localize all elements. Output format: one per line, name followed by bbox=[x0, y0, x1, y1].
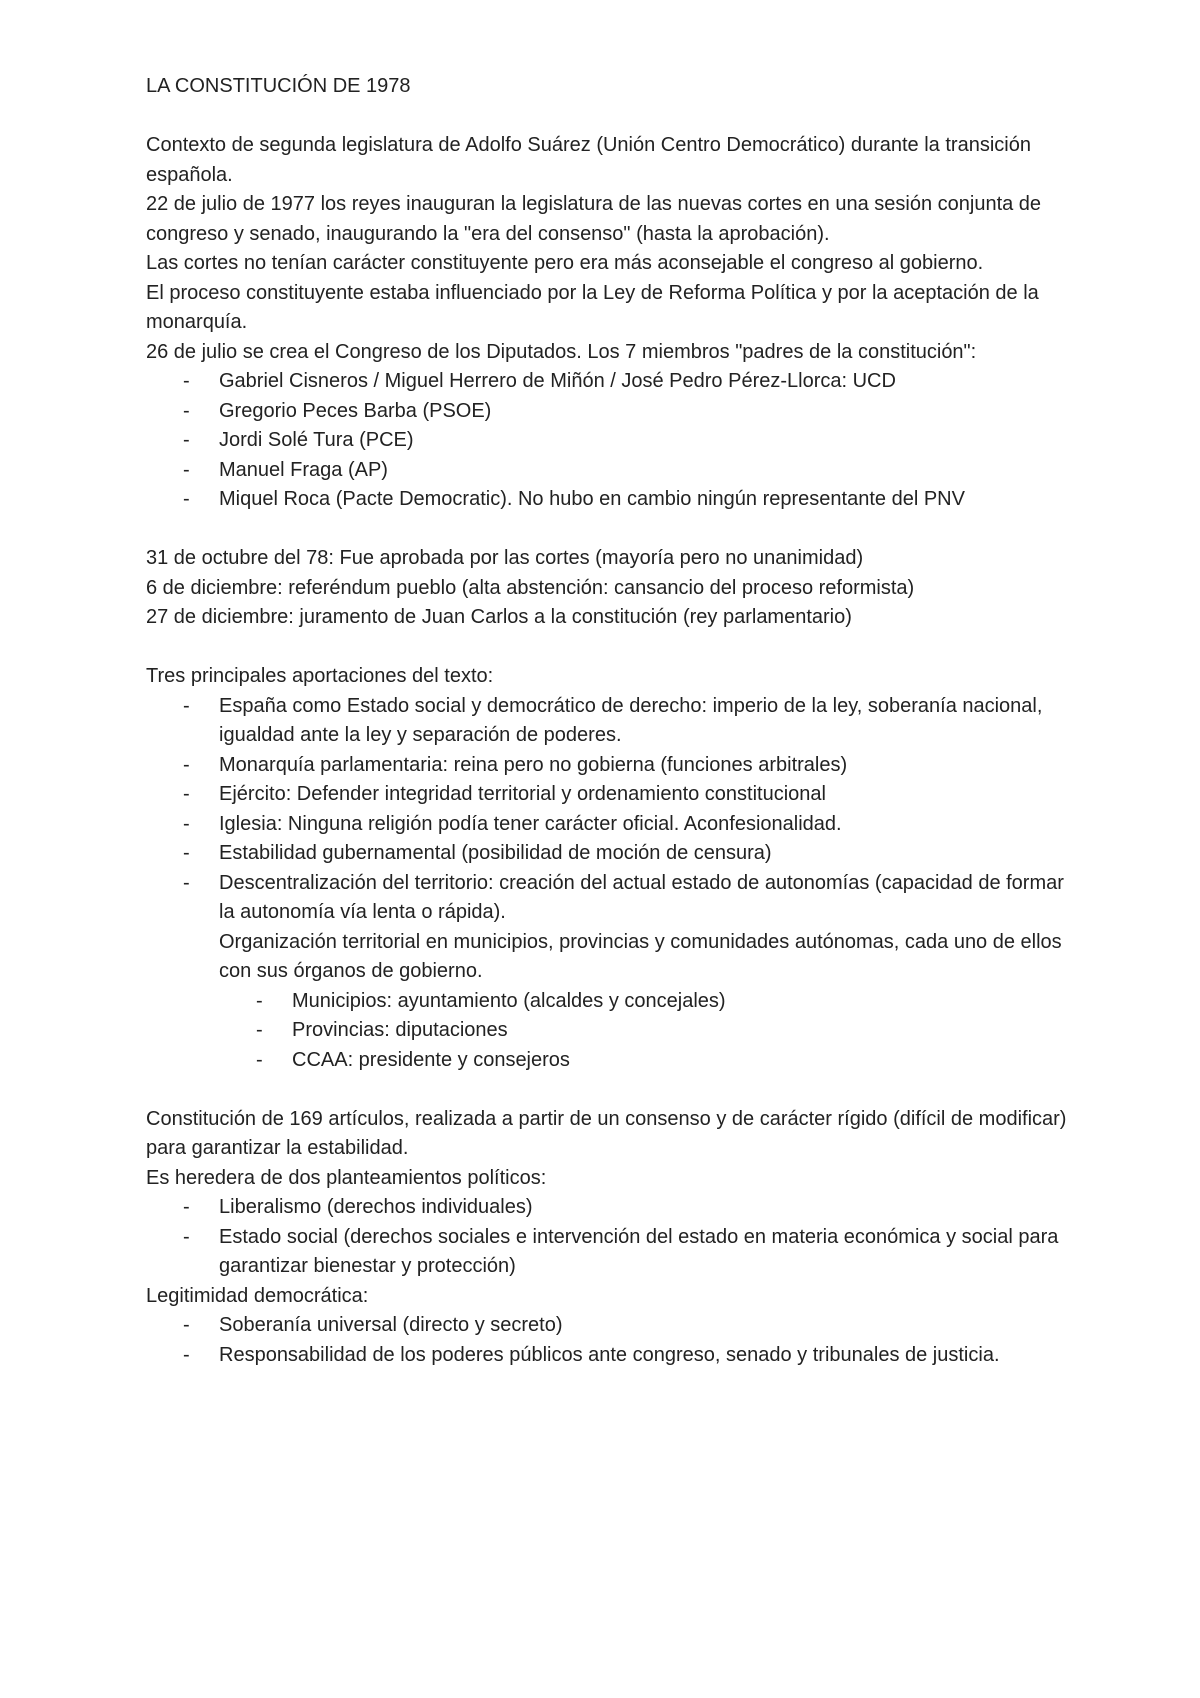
list-item bbox=[256, 987, 1076, 1017]
paragraph: 27 de diciembre: juramento de Juan Carlos a la constitución (rey parlamentario) bbox=[146, 606, 852, 628]
dash-bullet: - bbox=[183, 812, 190, 835]
list-item-text: Jordi Solé Tura (PCE) bbox=[219, 429, 414, 451]
padres-list bbox=[146, 367, 1076, 515]
dash-bullet: - bbox=[256, 1019, 263, 1041]
list-item bbox=[183, 780, 1076, 810]
paragraph: Las cortes no tenían carácter constituyente pero era más aconsejable el congreso al gobierno. bbox=[146, 252, 984, 274]
dash-bullet: - bbox=[183, 399, 190, 422]
list-item-text: Estabilidad gubernamental (posibilidad de moción de censura) bbox=[219, 842, 772, 864]
dash-bullet: - bbox=[256, 989, 263, 1012]
list-item-text: Provincias: diputaciones bbox=[292, 1019, 508, 1041]
list-item bbox=[183, 397, 1076, 427]
section-heading: Tres principales aportaciones del texto: bbox=[146, 665, 494, 687]
spacer bbox=[146, 1075, 1076, 1105]
dash-bullet: - bbox=[183, 1196, 190, 1218]
list-item bbox=[183, 485, 1076, 515]
spacer bbox=[146, 515, 1076, 545]
list-item bbox=[183, 810, 1076, 840]
dash-bullet: - bbox=[183, 871, 190, 894]
aportaciones-list bbox=[146, 692, 1076, 1076]
list-item-text: Gabriel Cisneros / Miguel Herrero de Miñón / José Pedro Pérez-Llorca: UCD bbox=[219, 370, 896, 392]
paragraph: Constitución de 169 artículos, realizada a partir de un consenso y de carácter rígido (difícil de modificar) para garantizar la estabilidad. bbox=[146, 1107, 1067, 1159]
document-page bbox=[146, 72, 1076, 1370]
list-item-text: CCAA: presidente y consejeros bbox=[292, 1048, 570, 1071]
list-item bbox=[183, 1223, 1076, 1282]
dash-bullet: - bbox=[183, 458, 190, 481]
list-item bbox=[183, 751, 1076, 781]
dash-bullet: - bbox=[183, 842, 190, 864]
dash-bullet: - bbox=[183, 370, 190, 392]
dash-bullet: - bbox=[256, 1048, 263, 1071]
list-item-text: Gregorio Peces Barba (PSOE) bbox=[219, 399, 492, 422]
planteamientos-list bbox=[146, 1193, 1076, 1282]
list-item-text: Ejército: Defender integridad territorial y ordenamiento constitucional bbox=[219, 783, 826, 805]
paragraph: El proceso constituyente estaba influenciado por la Ley de Reforma Política y por la aceptación de la monarquía. bbox=[146, 281, 1039, 333]
list-item-text: Descentralización del territorio: creación del actual estado de autonomías (capacidad de formar la autonomía vía lenta o rápida). bbox=[219, 871, 1064, 923]
list-item bbox=[183, 1311, 1076, 1341]
dash-bullet: - bbox=[183, 753, 190, 776]
list-item bbox=[183, 1341, 1076, 1371]
list-item-text: Municipios: ayuntamiento (alcaldes y concejales) bbox=[292, 989, 726, 1012]
dash-bullet: - bbox=[183, 1343, 190, 1366]
list-item-text: Responsabilidad de los poderes públicos ante congreso, senado y tribunales de justicia. bbox=[219, 1343, 1000, 1366]
list-item-text: Liberalismo (derechos individuales) bbox=[219, 1196, 533, 1218]
paragraph: Es heredera de dos planteamientos políticos: bbox=[146, 1166, 547, 1189]
list-item-text: Manuel Fraga (AP) bbox=[219, 458, 388, 481]
paragraph: Contexto de segunda legislatura de Adolfo Suárez (Unión Centro Democrático) durante la transición española. bbox=[146, 134, 1031, 186]
document-title: LA CONSTITUCIÓN DE 1978 bbox=[146, 75, 411, 97]
legitimidad-list bbox=[146, 1311, 1076, 1370]
list-item-text: Soberanía universal (directo y secreto) bbox=[219, 1314, 563, 1336]
list-item bbox=[256, 1046, 1076, 1076]
dash-bullet: - bbox=[183, 429, 190, 451]
dash-bullet: - bbox=[183, 488, 190, 510]
spacer bbox=[146, 633, 1076, 663]
list-item bbox=[183, 1193, 1076, 1223]
section-heading: Legitimidad democrática: bbox=[146, 1284, 369, 1307]
list-item-text: Monarquía parlamentaria: reina pero no gobierna (funciones arbitrales) bbox=[219, 753, 848, 776]
list-item-continuation: Organización territorial en municipios, provincias y comunidades autónomas, cada uno de ellos con sus órganos de gobierno. bbox=[219, 930, 1062, 982]
list-item bbox=[183, 367, 1076, 397]
paragraph: 26 de julio se crea el Congreso de los Diputados. Los 7 miembros "padres de la constitución": bbox=[146, 340, 977, 363]
list-item-text: España como Estado social y democrático de derecho: imperio de la ley, soberanía nacional, igualdad ante la ley y separación de poderes. bbox=[219, 694, 1043, 746]
list-item bbox=[183, 839, 1076, 869]
paragraph: 6 de diciembre: referéndum pueblo (alta abstención: cansancio del proceso reformista) bbox=[146, 576, 915, 599]
dash-bullet: - bbox=[183, 694, 190, 717]
list-item bbox=[183, 869, 1076, 1076]
list-item-text: Iglesia: Ninguna religión podía tener carácter oficial. Aconfesionalidad. bbox=[219, 812, 842, 835]
list-item bbox=[183, 456, 1076, 486]
dash-bullet: - bbox=[183, 783, 190, 805]
list-item bbox=[183, 426, 1076, 456]
list-item bbox=[256, 1016, 1076, 1046]
list-item bbox=[183, 692, 1076, 751]
organizacion-list bbox=[219, 987, 1076, 1076]
list-item-text: Miquel Roca (Pacte Democratic). No hubo en cambio ningún representante del PNV bbox=[219, 488, 965, 510]
dash-bullet: - bbox=[183, 1314, 190, 1336]
paragraph: 22 de julio de 1977 los reyes inauguran la legislatura de las nuevas cortes en una sesión conjunta de congreso y senado, inaugurando la "era del consenso" (hasta la aprobación). bbox=[146, 193, 1042, 245]
dash-bullet: - bbox=[183, 1225, 190, 1248]
list-item-text: Estado social (derechos sociales e intervención del estado en materia económica y social para garantizar bienestar y protección) bbox=[219, 1225, 1059, 1277]
paragraph: 31 de octubre del 78: Fue aprobada por las cortes (mayoría pero no unanimidad) bbox=[146, 547, 864, 569]
